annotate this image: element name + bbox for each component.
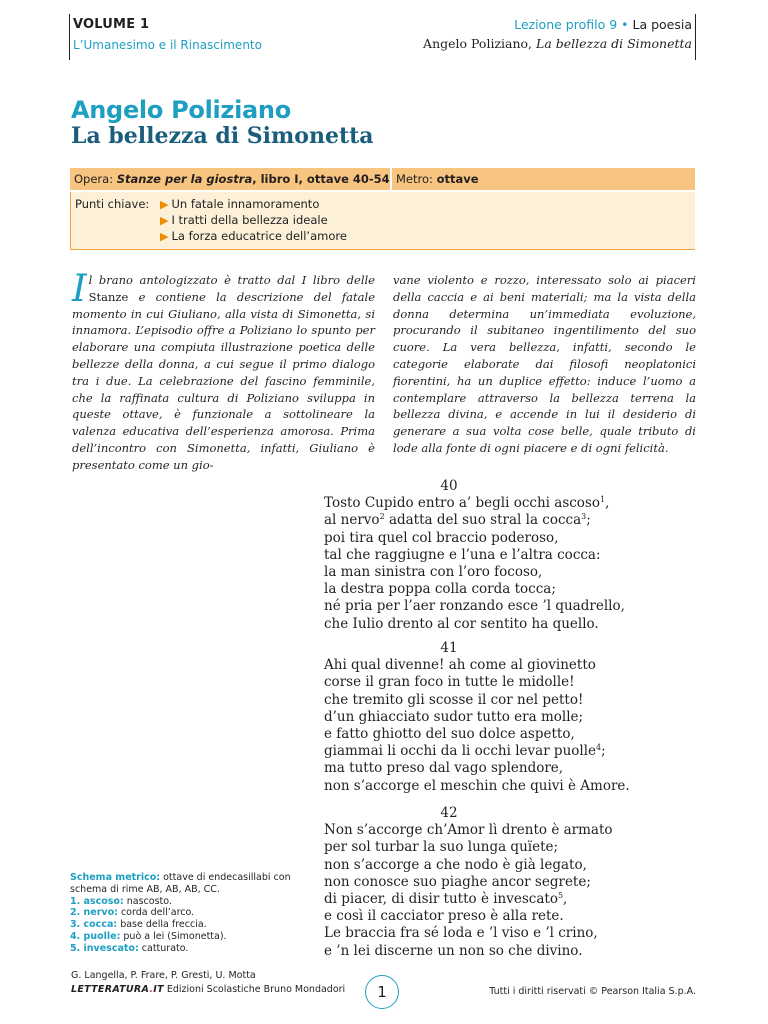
intro-column-right: vane violento e rozzo, interessato solo ai piaceri della caccia e ai beni materiali; ma la vista della donna determina un’immediata evoluzione, procurando il subitaneo ingentilimento del suo cuore. La vera bellezza, infatti, secondo le categorie elaborate dai filosofi neoplatonici fiorentini, ha un duplice effetto: induce l’uomo a contemplare attraverso la bellezza terrena la bellezza divina, e accende in lui il desiderio di generare a sua volta cose belle, quale tributo di lode alla fonte di ogni piacere e di ogni felicità. bbox=[393, 273, 696, 455]
verse-line: non s’accorge a che nodo è già legato, bbox=[324, 856, 587, 873]
metric-scheme bbox=[70, 872, 310, 896]
footnote-key: 5. invescato: bbox=[70, 942, 139, 954]
logo-text: LETTERATURA bbox=[71, 984, 150, 995]
footnote-key: 3. cocca: bbox=[70, 919, 118, 931]
lesson-author: Angelo Poliziano, bbox=[423, 36, 537, 51]
verse-line: poi tira quel col braccio poderoso, bbox=[324, 529, 559, 546]
footnote-key: 2. nervo: bbox=[70, 907, 118, 919]
stanza bbox=[324, 805, 696, 960]
stanza-number: 40 bbox=[440, 478, 458, 494]
verse-line: d’un ghiacciato sudor tutto era molle; bbox=[324, 708, 584, 725]
verse-line: non s’accorge el meschin che quivi è Amore. bbox=[324, 777, 630, 794]
verse-line: di piacer, di disir tutto è invescato$^5$, bbox=[324, 891, 568, 908]
footnote-text: nascosto. bbox=[123, 895, 172, 907]
verse-line: corse il gran foco in tutte le midolle! bbox=[324, 674, 575, 691]
footnote bbox=[70, 943, 310, 955]
verse-line: Le braccia fra sé loda e ’l viso e ’l crino, bbox=[324, 925, 598, 942]
footnote-ref[interactable]: 2 bbox=[379, 512, 385, 522]
lesson-prefix: Lezione profilo 9 • bbox=[514, 17, 629, 32]
arrow-right-icon: ▶ bbox=[160, 198, 169, 211]
footnote bbox=[70, 919, 310, 931]
logo bbox=[71, 984, 164, 995]
verse-line: giammai li occhi da li occhi levar puolle$^4$; bbox=[324, 743, 606, 760]
footnote-text: base della freccia. bbox=[117, 919, 207, 931]
lesson-work: La bellezza di Simonetta bbox=[536, 36, 692, 51]
footnotes bbox=[70, 872, 310, 955]
info-separator bbox=[390, 168, 392, 190]
verse-line: al nervo$^2$ adatta del suo stral la cocca$^3$; bbox=[324, 512, 591, 529]
verse-line: né pria per l’aer ronzando esce ’l quadrello, bbox=[324, 598, 625, 615]
key-point: ▶ I tratti della bellezza ideale bbox=[160, 213, 328, 227]
verse-line: che tremito gli scosse il cor nel petto! bbox=[324, 691, 584, 708]
volume-subtitle: L’Umanesimo e il Rinascimento bbox=[73, 38, 262, 52]
verse-line: per sol turbar la suo lunga quïete; bbox=[324, 839, 559, 856]
author-title: Angelo Poliziano bbox=[71, 96, 291, 124]
arrow-right-icon: ▶ bbox=[160, 230, 169, 243]
notes-list bbox=[70, 896, 310, 955]
verse-line: Ahi qual divenne! ah come al giovinetto bbox=[324, 657, 596, 674]
key-point: ▶ La forza educatrice dell’amore bbox=[160, 229, 347, 243]
opera-rest: , libro I, ottave 40-54 bbox=[252, 172, 390, 186]
verse-line: la destra poppa colla corda tocca; bbox=[324, 581, 556, 598]
stanze-title: Stanze bbox=[88, 289, 129, 304]
footnote-key: 4. puolle: bbox=[70, 930, 121, 942]
footnote-text: può a lei (Simonetta). bbox=[120, 930, 227, 942]
verse-line: la man sinistra con l’oro focoso, bbox=[324, 564, 543, 581]
key-points-label: Punti chiave: bbox=[75, 197, 150, 211]
metro-value: ottave bbox=[436, 172, 479, 186]
logo-it: IT bbox=[153, 984, 164, 995]
metro-label: Metro: bbox=[396, 172, 437, 186]
lesson-heading bbox=[514, 17, 692, 32]
footnote-ref[interactable]: 5 bbox=[557, 891, 564, 901]
stanza bbox=[324, 640, 696, 795]
footnote-text: catturato. bbox=[138, 942, 189, 954]
key-point: ▶ Un fatale innamoramento bbox=[160, 197, 320, 211]
verse-line: che Iulio drento al cor sentito ha quello. bbox=[324, 615, 599, 632]
verse-line: tal che raggiugne e l’una e l’altra cocca: bbox=[324, 546, 601, 563]
footer-authors: G. Langella, P. Frare, P. Gresti, U. Motta bbox=[71, 970, 256, 981]
verse-line: ma tutto preso dal vago splendore, bbox=[324, 760, 564, 777]
lesson-subheading bbox=[423, 36, 692, 51]
footnote-ref[interactable]: 3 bbox=[581, 512, 587, 522]
opera-info bbox=[74, 172, 390, 186]
page-number: 1 bbox=[365, 975, 399, 1009]
stanza-number: 42 bbox=[440, 805, 458, 821]
header-rule-right bbox=[695, 14, 696, 60]
verse-line: non conosce suo piaghe ancor segrete; bbox=[324, 873, 591, 890]
verse-line: Tosto Cupido entro a’ begli occhi ascoso$^1$, bbox=[324, 495, 610, 512]
volume-label: VOLUME 1 bbox=[73, 17, 150, 32]
footnote bbox=[70, 931, 310, 943]
footer-rights: Tutti i diritti riservati © Pearson Italia S.p.A. bbox=[489, 986, 696, 997]
intro-column-left bbox=[72, 267, 375, 474]
work-title: La bellezza di Simonetta bbox=[71, 123, 374, 149]
verse-line: e così il cacciator preso è alla rete. bbox=[324, 908, 564, 925]
lesson-topic: La poesia bbox=[628, 17, 692, 32]
publisher-name: Edizioni Scolastiche Bruno Mondadori bbox=[163, 984, 346, 995]
verse-line: Non s’accorge ch’Amor lì drento è armato bbox=[324, 822, 613, 839]
opera-label: Opera: bbox=[74, 172, 117, 186]
stanza-number: 41 bbox=[440, 640, 458, 656]
intro-left-text: l brano antologizzato è tratto dal I libro delle Stanze e contiene la descrizione del fatale momento in cui Giuliano, alla vista di Simonetta, si innamora. L’episodio offre a Poliziano lo spunto per elaborare una compiuta illustrazione poetica delle bellezze della donna, a cui segue il primo dialogo tra i due. La celebrazione del fascino femminile, che la raffinata cultura di Poliziano sviluppa in queste ottave, è funzionale a sottolineare la valenza educativa dell’esperienza amorosa. Prima dell’incontro con Simonetta, infatti, Giuliano è presentato come un gio- bbox=[72, 273, 375, 472]
metric-scheme-text: ottave di endecasillabi con schema di rime AB, AB, AB, CC. bbox=[70, 872, 291, 895]
drop-cap: I bbox=[72, 267, 87, 310]
footnote-ref[interactable]: 1 bbox=[600, 495, 606, 505]
footnote bbox=[70, 907, 310, 919]
footnote-text: corda dell’arco. bbox=[117, 907, 195, 919]
arrow-right-icon: ▶ bbox=[160, 214, 169, 227]
footnote-ref[interactable]: 4 bbox=[596, 743, 602, 753]
footnote-key: 1. ascoso: bbox=[70, 895, 124, 907]
verse-line: e fatto ghiotto del suo dolce aspetto, bbox=[324, 726, 575, 743]
metric-scheme-label: Schema metrico: bbox=[70, 872, 161, 883]
footer-publisher bbox=[71, 984, 345, 995]
stanza bbox=[324, 478, 696, 633]
verse-line: e ’n lei discerne un non so che divino. bbox=[324, 942, 583, 959]
header-rule-left bbox=[69, 14, 70, 60]
metro-info bbox=[396, 172, 479, 186]
logo-dot: . bbox=[149, 984, 154, 995]
opera-title: Stanze per la giostra bbox=[116, 172, 253, 186]
footnote bbox=[70, 896, 310, 908]
